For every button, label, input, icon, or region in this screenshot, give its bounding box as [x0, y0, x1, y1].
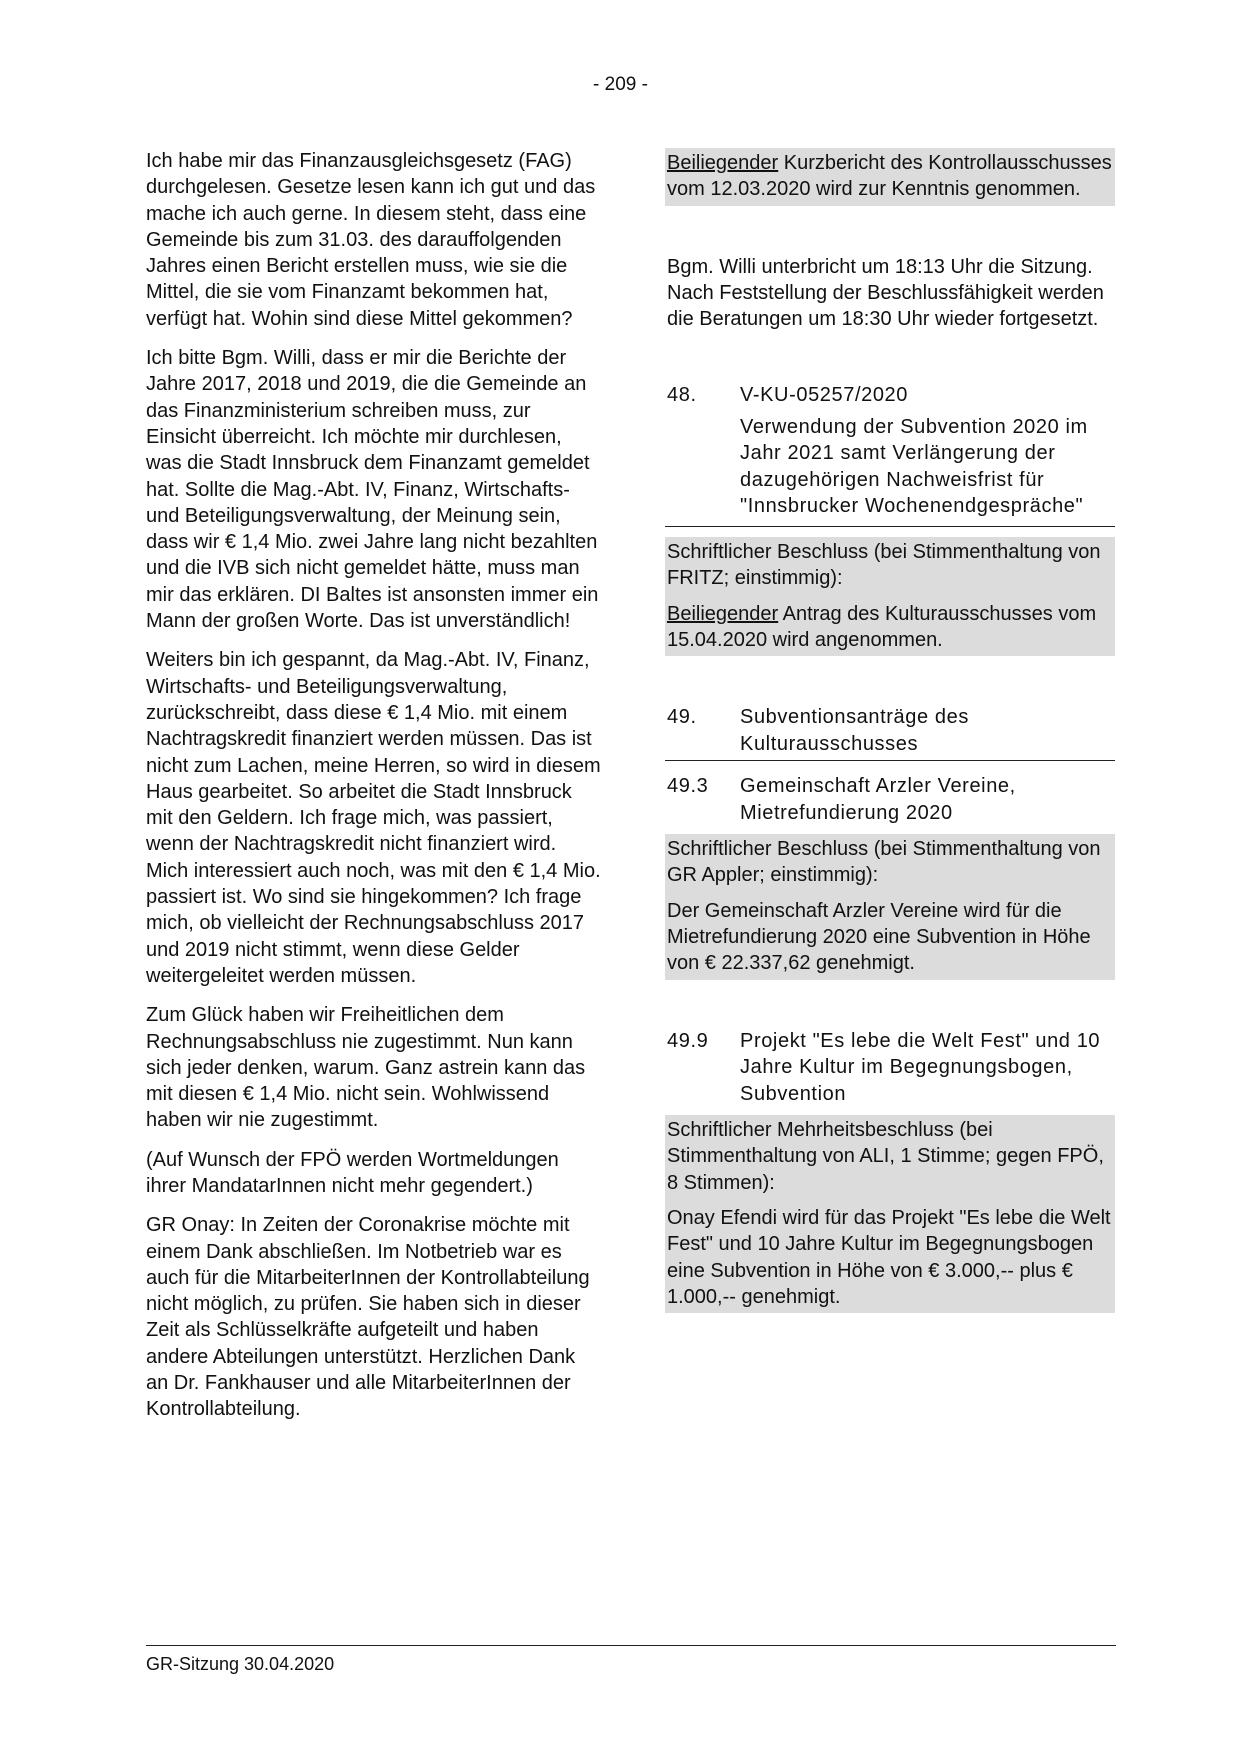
- decision-head: Schriftlicher Beschluss (bei Stimmenthaltung von FRITZ; einstimmig):: [667, 540, 1101, 590]
- item-49-3-decision: [665, 834, 1115, 979]
- decision-head: Schriftlicher Mehrheitsbeschluss (bei Stimmenthaltung von ALI, 1 Stimme; gegen FPÖ, 8 Stimmen):: [667, 1119, 1104, 1194]
- agenda-item-48: [665, 382, 1115, 656]
- item-number: 49.: [667, 706, 697, 729]
- item-49-9-decision: [665, 1115, 1115, 1313]
- interruption-note: Bgm. Willi unterbricht um 18:13 Uhr die Sitzung. Nach Feststellung der Beschlussfähigkeit werden die Beratungen um 18:30 Uhr wieder fortgesetzt.: [667, 255, 1104, 331]
- item-number: 49.9: [667, 1029, 709, 1052]
- footer-divider: [146, 1645, 1116, 1646]
- decision-head: Schriftlicher Beschluss (bei Stimmenthaltung von GR Appler; einstimmig):: [667, 838, 1101, 887]
- item-title: Verwendung der Subvention 2020 im Jahr 2021 samt Verlängerung der dazugehörigen Nachweisfrist für "Innsbrucker Wochenendgespräche": [665, 414, 1115, 527]
- item-title: Subventionsanträge des Kulturausschusses: [740, 706, 969, 755]
- paragraph-gr-onay: GR Onay: In Zeiten der Coronakrise möchte mit einem Dank abschließen. Im Notbetrieb war es auch für die MitarbeiterInnen der Kontrollabteilung nicht möglich, zu prüfen. Sie haben sich in dieser Zeit als Schlüsselkräfte aufgeteilt und haben andere Abteilungen unterstützt. Herzlichen Dank an Dr. Fankhauser und alle MitarbeiterInnen der Kontrollabteilung.: [146, 1214, 590, 1421]
- page-number: - 209 -: [593, 74, 648, 95]
- paragraph-rechnungsabschluss: Zum Glück haben wir Freiheitlichen dem Rechnungsabschluss nie zugestimmt. Nun kann sich jeder denken, warum. Ganz astrein kann das mit diesen € 1,4 Mio. nicht sein. Wohlwissend haben wir nie zugestimmt.: [146, 1004, 586, 1132]
- item-48-decision: [665, 537, 1115, 656]
- decision-text: Antrag des Kulturausschusses vom 15.04.2020 wird angenommen.: [667, 602, 1097, 651]
- item-title: Projekt "Es lebe die Welt Fest" und 10 Jahre Kultur im Begegnungsbogen, Subvention: [740, 1029, 1101, 1105]
- item-number: 48.: [667, 384, 697, 407]
- item-code: V-KU-05257/2020: [740, 384, 909, 407]
- decision-body: Der Gemeinschaft Arzler Vereine wird für die Mietrefundierung 2020 eine Subvention in Höhe von € 22.337,62 genehmigt.: [667, 899, 1091, 975]
- decision-lead-word: Beiliegender: [667, 602, 779, 625]
- paragraph-gender-note: (Auf Wunsch der FPÖ werden Wortmeldungen ihrer MandatarInnen nicht mehr gegendert.): [146, 1148, 559, 1197]
- agenda-item-49-9: [665, 1028, 1115, 1314]
- decision-text: Kurzbericht des Kontrollausschusses vom 12.03.2020 wird zur Kenntnis genommen.: [667, 152, 1112, 201]
- right-column: [665, 148, 1115, 1313]
- decision-lead-word: Beiliegender: [667, 152, 779, 174]
- item-title: Gemeinschaft Arzler Vereine, Mietrefundierung 2020: [740, 775, 1016, 824]
- agenda-item-49: [665, 704, 1115, 761]
- footer-session-date: GR-Sitzung 30.04.2020: [146, 1654, 335, 1674]
- kontroll-decision: [665, 148, 1115, 206]
- item-number: 49.3: [667, 775, 709, 798]
- paragraph-fag: Ich habe mir das Finanzausgleichsgesetz (FAG) durchgelesen. Gesetze lesen kann ich gut und das mache ich auch gerne. In diesem steht, dass eine Gemeinde bis zum 31.03. des darauffolgenden Jahres einen Bericht erstellen muss, wie sie die Mittel, die sie vom Finanzamt bekommen hat, verfügt hat. Wohin sind diese Mittel gekommen?: [146, 150, 596, 330]
- left-column: [146, 148, 602, 1436]
- decision-body: Onay Efendi wird für das Projekt "Es lebe die Welt Fest" und 10 Jahre Kultur im Begegnungsbogen eine Subvention in Höhe von € 3.000,-- plus € 1.000,-- genehmigt.: [667, 1207, 1111, 1308]
- paragraph-berichte: Ich bitte Bgm. Willi, dass er mir die Berichte der Jahre 2017, 2018 und 2019, die die Gemeinde an das Finanzministerium schreiben muss, zur Einsicht überreicht. Ich möchte mir durchlesen, was die Stadt Innsbruck dem Finanzamt gemeldet hat. Sollte die Mag.-Abt. IV, Finanz, Wirtschafts- und Beteiligungsverwaltung, der Meinung sein, dass wir € 1,4 Mio. zwei Jahre lang nicht bezahlten und die IVB sich nicht gemeldet hätte, muss man mir das erklären. DI Baltes ist ansonsten immer ein Mann der großen Worte. Das ist unverständlich!: [146, 347, 599, 633]
- paragraph-nachtragskredit: Weiters bin ich gespannt, da Mag.-Abt. IV, Finanz, Wirtschafts- und Beteiligungsverwaltung, zurückschreibt, dass diese € 1,4 Mio. mit einem Nachtragskredit finanziert werden müssen. Das ist nicht zum Lachen, meine Herren, so wird in diesem Haus gearbeitet. So arbeitet die Stadt Innsbruck mit den Geldern. Ich frage mich, was passiert, wenn der Nachtragskredit nicht finanziert wird. Mich interessiert auch noch, was mit den € 1,4 Mio. passiert ist. Wo sind sie hingekommen? Ich frage mich, ob vielleicht der Rechnungsabschluss 2017 und 2019 nicht stimmt, wenn diese Gelder weitergeleitet werden müssen.: [146, 649, 601, 987]
- agenda-item-49-3: [665, 773, 1115, 979]
